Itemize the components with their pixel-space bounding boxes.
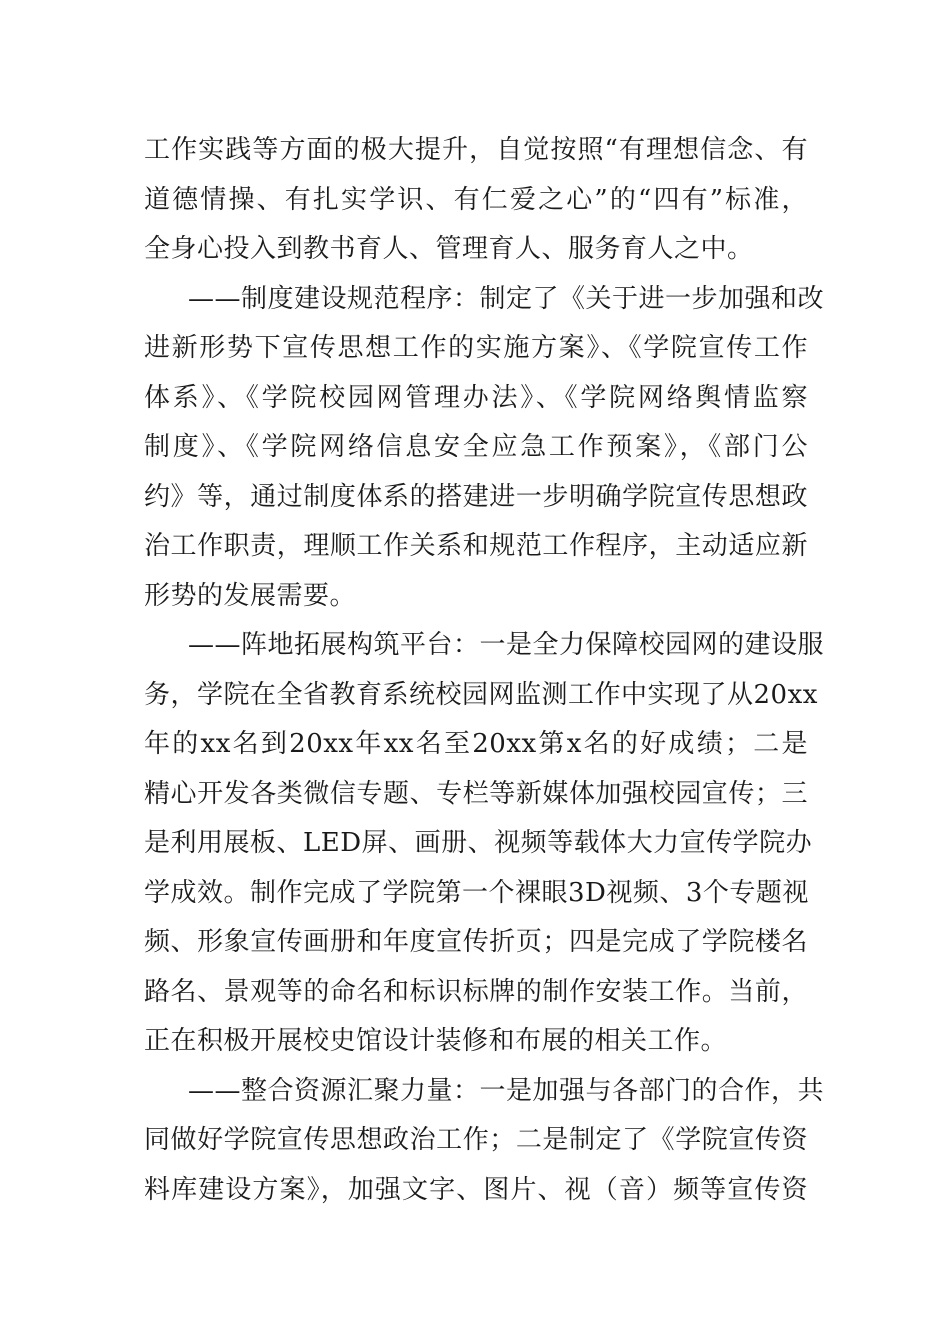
text-line: 进新形势下宣传思想工作的实施方案》、《学院宣传工作 <box>144 333 808 363</box>
text-line: 路名、景观等的命名和标识标牌的制作安装工作。当前， <box>144 976 808 1007</box>
text-line: ——阵地拓展构筑平台：一是全力保障校园网的建设服 <box>188 630 825 660</box>
text-line: 制度》、《学院网络信息安全应急工作预案》，《部门公 <box>144 432 808 462</box>
text-line: 是利用展板、LED屏、画册、视频等载体大力宣传学院办 <box>144 828 813 858</box>
text-line: 形势的发展需要。 <box>144 580 357 611</box>
text-line: 精心开发各类微信专题、专栏等新媒体加强校园宣传；三 <box>144 778 808 809</box>
text-line: 频、形象宣传画册和年度宣传折页；四是完成了学院楼名 <box>144 927 808 957</box>
paragraph <box>144 275 825 622</box>
paragraph <box>144 126 808 275</box>
text-line: 学成效。制作完成了学院第一个裸眼3D视频、3个专题视 <box>144 877 809 908</box>
text-line: 务，学院在全省教育系统校园网监测工作中实现了从20xx <box>144 679 818 710</box>
body-text <box>144 126 825 1215</box>
paragraph <box>144 1067 825 1216</box>
paragraph <box>144 621 825 1067</box>
text-line: 治工作职责，理顺工作关系和规范工作程序，主动适应新 <box>144 531 808 561</box>
text-line: 全身心投入到教书育人、管理育人、服务育人之中。 <box>144 234 754 264</box>
text-line: ——制度建设规范程序：制定了《关于进一步加强和改 <box>188 283 825 314</box>
text-line: 料库建设方案》，加强文字、图片、视（音）频等宣传资 <box>144 1174 808 1205</box>
text-line: 道德情操、有扎实学识、有仁爱之心”的“四有”标准， <box>144 184 808 215</box>
text-line: 约》等，通过制度体系的搭建进一步明确学院宣传思想政 <box>144 481 808 512</box>
text-line: 正在积极开展校史馆设计装修和布展的相关工作。 <box>144 1026 728 1056</box>
text-line: 同做好学院宣传思想政治工作；二是制定了《学院宣传资 <box>144 1125 808 1155</box>
text-line: 年的xx名到20xx年xx名至20xx第x名的好成绩；二是 <box>144 729 808 759</box>
text-line: 体系》、《学院校园网管理办法》、《学院网络舆情监察 <box>144 382 808 413</box>
text-line: 工作实践等方面的极大提升，自觉按照“有理想信念、有 <box>144 135 808 165</box>
text-line: ——整合资源汇聚力量：一是加强与各部门的合作，共 <box>188 1075 825 1106</box>
